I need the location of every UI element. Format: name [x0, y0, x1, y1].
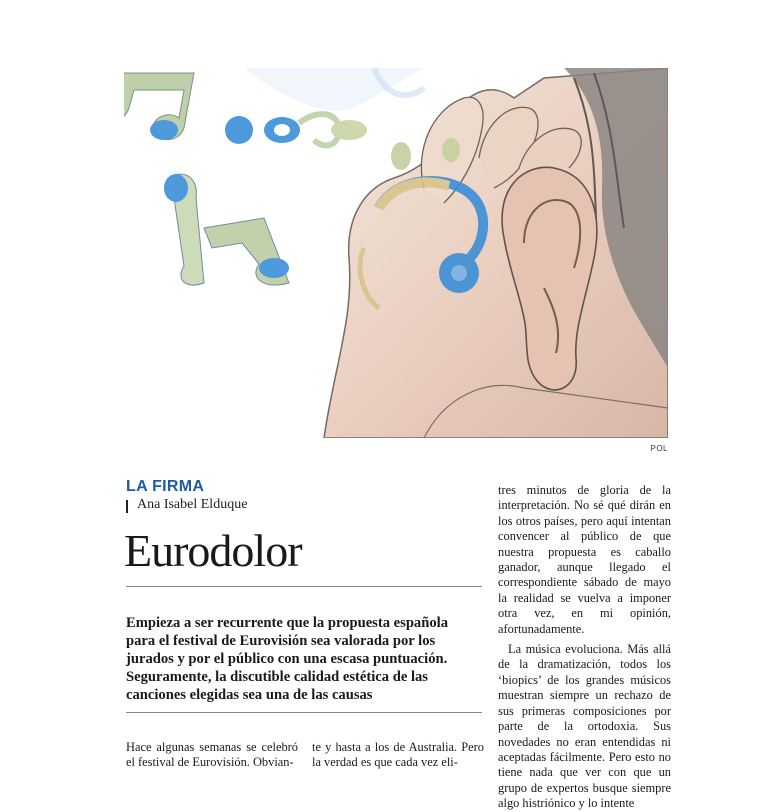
illustration	[124, 68, 668, 438]
author-name: Ana Isabel Elduque	[137, 497, 248, 512]
body-text: Hace algunas semanas se celebró el festival de Eurovisión. Obvian-	[126, 740, 298, 770]
headline: Eurodolor	[124, 525, 302, 576]
body-paragraph: tres minutos de gloria de la interpretación. No sé qué dirán en los otros países, pero aquí intentan convencer al público de que nuestra propuesta es caballo ganador, aunque llegado el correspondiente sábado de mayo la realidad se vuelva a imponer otra vez, en mi opinión, afortunadamente.	[498, 483, 671, 636]
body-column-b	[312, 740, 484, 771]
lead-paragraph: Empieza a ser recurrente que la propuesta española para el festival de Eurovisión sea valorada por los jurados y por el público con una escasa puntuación. Seguramente, la discutible calidad estética de las canciones elegidas sea una de las causas	[126, 615, 448, 703]
body-text: te y hasta a los de Australia. Pero la verdad es que cada vez eli-	[312, 740, 484, 770]
body-column-a	[126, 740, 298, 771]
rule-below-lead	[126, 712, 482, 713]
ear-hand-music-illustration	[124, 68, 668, 438]
section-label: LA FIRMA	[126, 478, 205, 495]
body-column-right	[498, 483, 671, 812]
author-divider	[126, 500, 128, 513]
body-paragraph: La música evoluciona. Más allá de la dramatización, todos los ‘biopics’ de los grandes músicos muestran siempre un rechazo de sus primeras composiciones por parte de la ortodoxia. Sus novedades no eran entendidas ni aceptadas fácilmente. Pero esto no tiene nada que ver con que un grupo de expertos busque siempre algo histriónico y lo intente	[498, 642, 671, 811]
illustration-credit: POL	[650, 444, 668, 453]
rule-above-lead	[126, 586, 482, 587]
